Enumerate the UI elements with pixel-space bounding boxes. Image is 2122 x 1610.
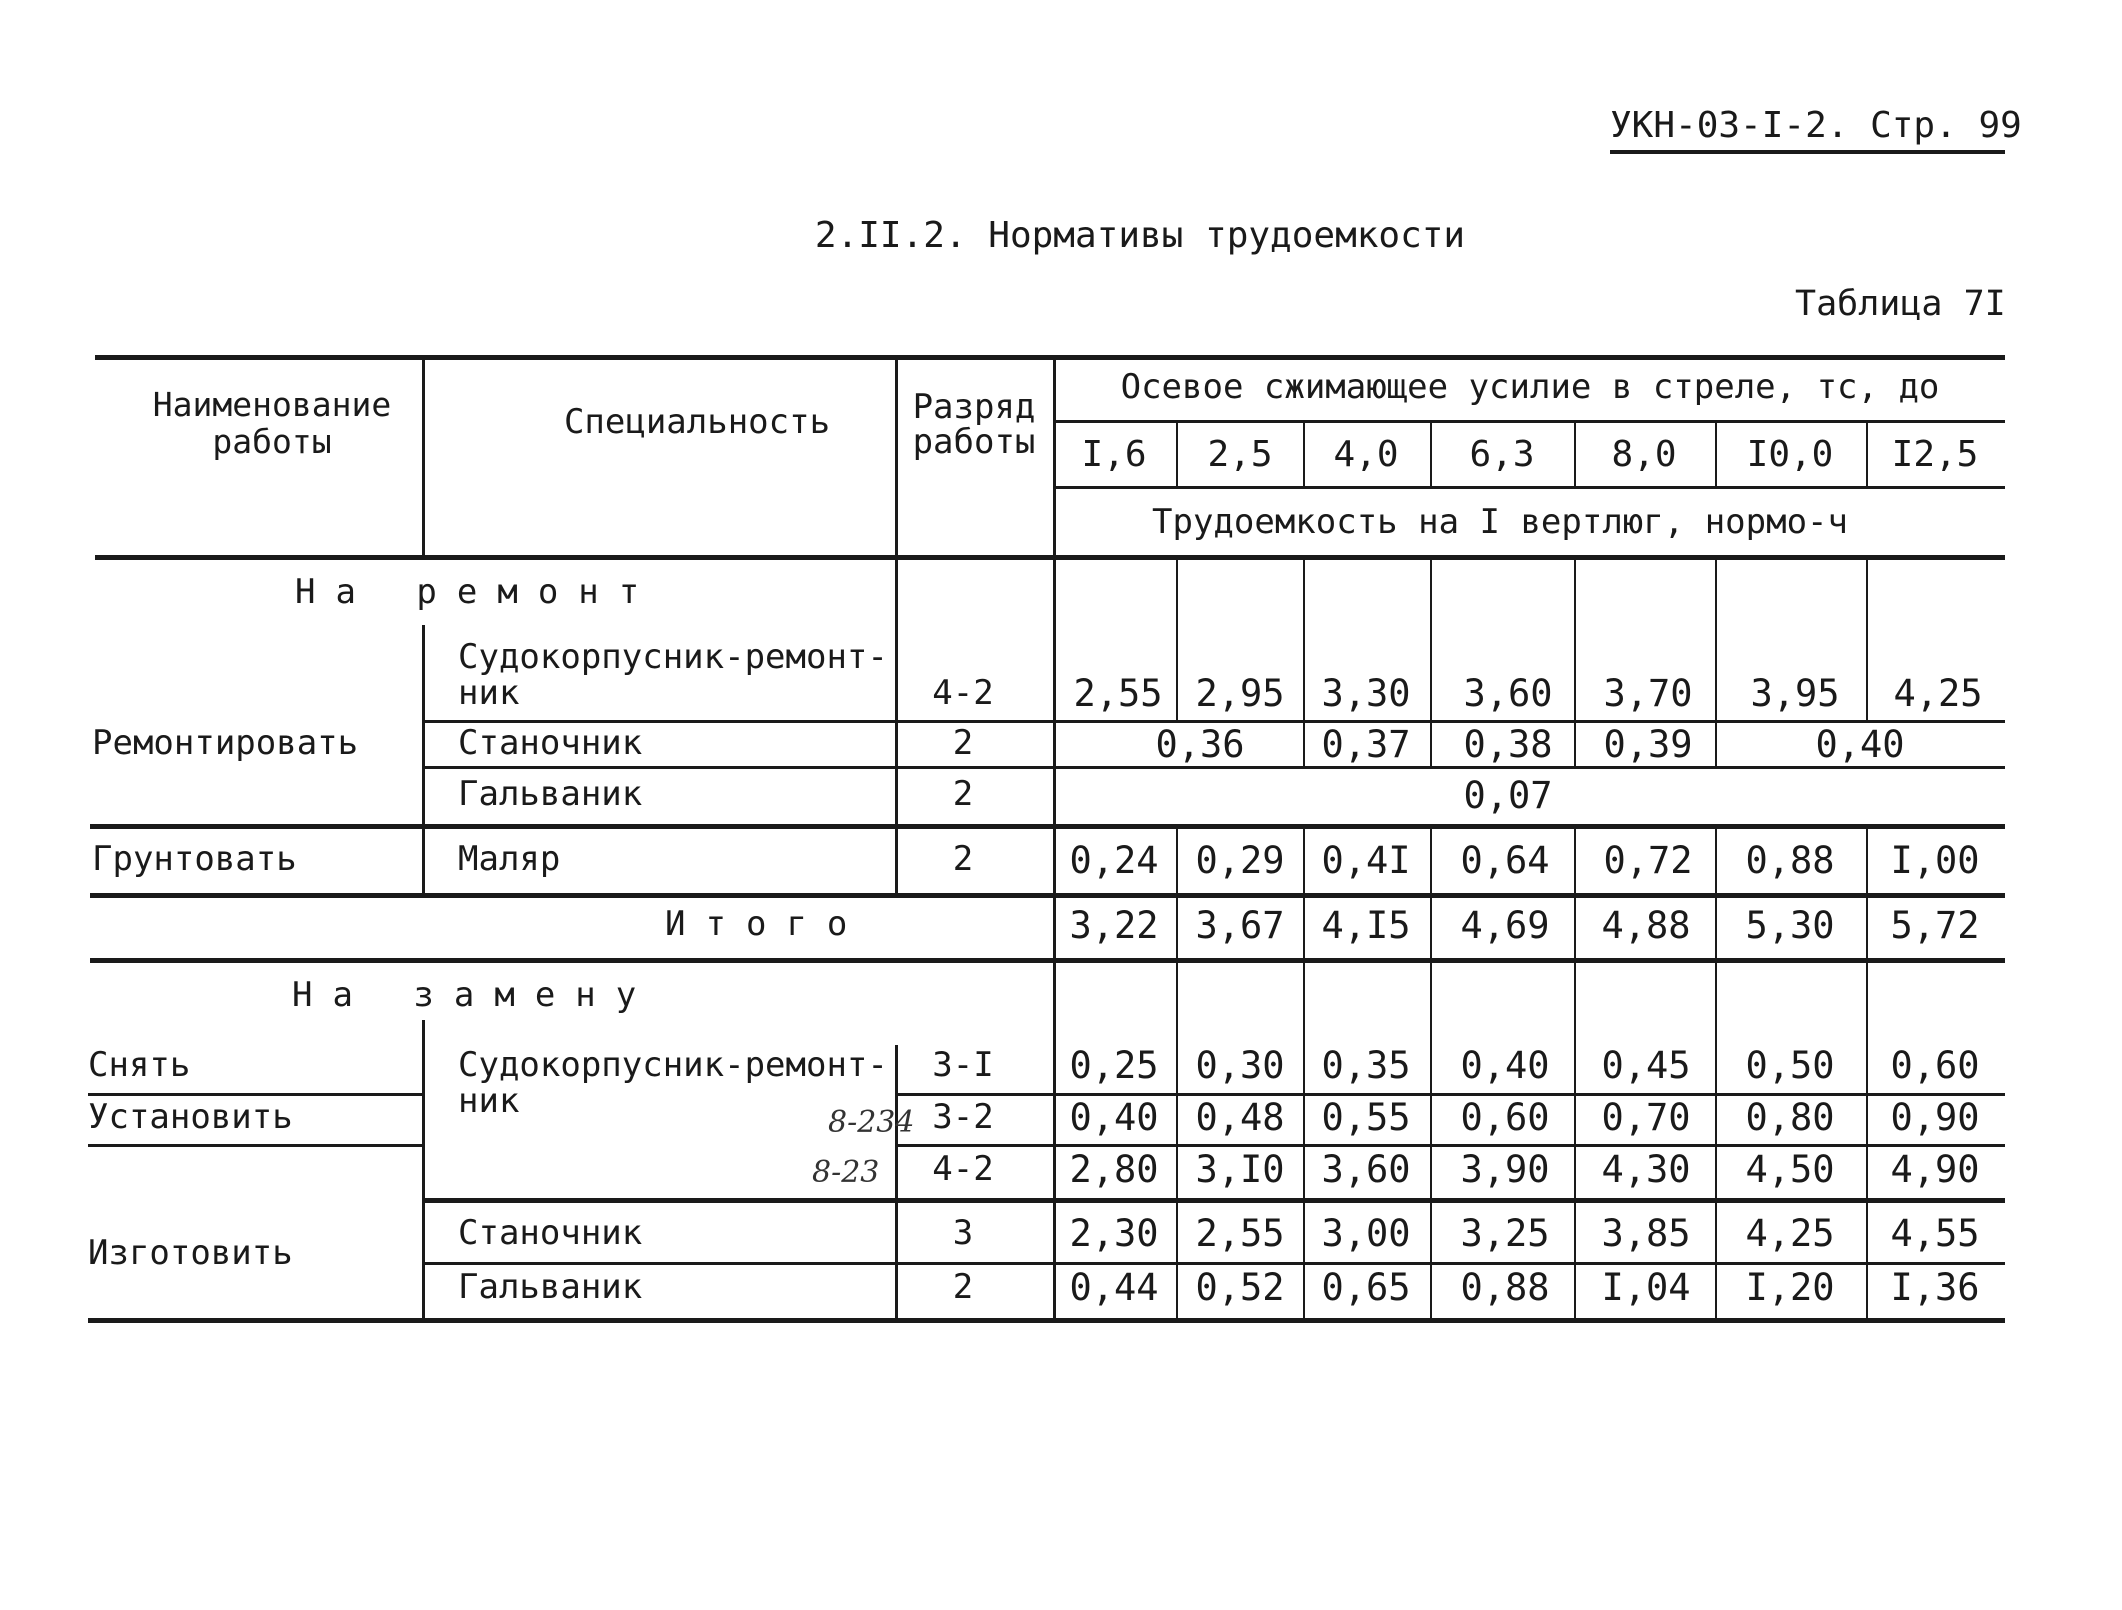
table-cell: 0,90 xyxy=(1890,1096,1980,1139)
table-cell: 2,80 xyxy=(1069,1148,1159,1191)
value-col-rule-2-c xyxy=(1176,958,1178,1318)
value-col-rule-6-c xyxy=(1715,958,1717,1318)
grade-col-rule-top xyxy=(895,355,898,555)
table-cell: 4,25 xyxy=(1745,1212,1835,1255)
table-cell: 0,50 xyxy=(1745,1044,1835,1087)
remove-values-rule xyxy=(895,1093,2005,1096)
table-cell-merged: 0,07 xyxy=(1463,774,1553,817)
force-value-header: 6,3 xyxy=(1469,434,1535,475)
table-cell: 4,30 xyxy=(1601,1148,1691,1191)
section-repair-title: На ремонт xyxy=(295,572,660,612)
force-value-header: 8,0 xyxy=(1611,434,1677,475)
value-col-rule-6-head xyxy=(1715,420,1717,486)
table-cell: 0,29 xyxy=(1195,839,1285,882)
repair-work-label: Ремонтировать xyxy=(92,723,359,763)
machinist-bottom-rule xyxy=(423,766,2005,769)
table-cell: 3,85 xyxy=(1601,1212,1691,1255)
table-cell: 0,65 xyxy=(1321,1266,1411,1309)
value-col-rule-4-c xyxy=(1430,958,1432,1318)
total-cell: 4,I5 xyxy=(1321,904,1411,947)
repair-block-rule xyxy=(90,824,2005,829)
table-cell: 3,70 xyxy=(1603,672,1693,715)
table-top-rule xyxy=(95,355,2005,360)
grade-col-rule-repair xyxy=(895,555,898,893)
table-cell: 4,25 xyxy=(1893,672,1983,715)
table-cell: 0,88 xyxy=(1745,839,1835,882)
table-cell: 0,64 xyxy=(1460,839,1550,882)
galvanizer-specialty: Гальваник xyxy=(458,774,643,814)
table-cell: 0,25 xyxy=(1069,1044,1159,1087)
remove-work-label: Снять xyxy=(88,1045,191,1085)
table-cell: 0,88 xyxy=(1460,1266,1550,1309)
value-col-rule-3-a xyxy=(1303,555,1305,766)
value-col-rule-5-head xyxy=(1574,420,1576,486)
table-cell: 4,90 xyxy=(1890,1148,1980,1191)
total-cell: 4,88 xyxy=(1601,904,1691,947)
table-cell: I,00 xyxy=(1890,839,1980,882)
value-col-rule-4-a xyxy=(1430,555,1432,766)
work-name-header-line1: Наименование xyxy=(152,385,392,424)
force-value-header: I2,5 xyxy=(1891,434,1979,475)
remove-row-rule xyxy=(88,1093,423,1096)
table-label: Таблица 7I xyxy=(1795,284,2006,324)
grade-value: 2 xyxy=(952,1267,974,1307)
grade-value: 2 xyxy=(952,774,974,814)
table-cell: 0,4I xyxy=(1321,839,1411,882)
force-value-header: 2,5 xyxy=(1207,434,1273,475)
total-cell: 4,69 xyxy=(1460,904,1550,947)
specialty-col-rule-top xyxy=(422,355,425,555)
value-col-rule-6-b xyxy=(1715,824,1717,958)
prime-bottom-rule xyxy=(90,893,2005,898)
grade-value: 3-I xyxy=(932,1045,994,1085)
table-cell: 4,55 xyxy=(1890,1212,1980,1255)
force-value-header: I,6 xyxy=(1081,434,1147,475)
table-cell: 2,95 xyxy=(1195,672,1285,715)
table-cell: I,20 xyxy=(1745,1266,1835,1309)
machinist-specialty: Станочник xyxy=(458,1213,643,1253)
table-cell: I,36 xyxy=(1890,1266,1980,1309)
force-value-header: 4,0 xyxy=(1333,434,1399,475)
section-replace-title: На замену xyxy=(292,975,657,1015)
values-col-rule-repair xyxy=(1053,555,1056,958)
table-cell: 0,40 xyxy=(1460,1044,1550,1087)
table-cell: 0,52 xyxy=(1195,1266,1285,1309)
galvanizer-specialty: Гальваник xyxy=(458,1267,643,1307)
value-col-rule-5-a xyxy=(1574,555,1576,766)
table-cell: 4,50 xyxy=(1745,1148,1835,1191)
table-cell: 2,30 xyxy=(1069,1212,1159,1255)
table-cell: 0,38 xyxy=(1463,723,1553,766)
total-cell: 5,72 xyxy=(1890,904,1980,947)
work-name-header-line2: работы xyxy=(212,422,332,461)
machinist-row-rule xyxy=(423,1262,2005,1265)
total-label: Итого xyxy=(665,904,868,944)
value-col-rule-5-c xyxy=(1574,958,1576,1318)
force-value-header: I0,0 xyxy=(1746,434,1834,475)
table-cell: 3,00 xyxy=(1321,1212,1411,1255)
table-cell: 0,40 xyxy=(1069,1096,1159,1139)
value-col-rule-7-c xyxy=(1866,958,1868,1318)
grade-value: 3 xyxy=(952,1213,974,1253)
table-cell-merged: 0,36 xyxy=(1155,723,1245,766)
table-cell: 3,60 xyxy=(1463,672,1553,715)
painter-specialty: Маляр xyxy=(458,839,561,879)
value-col-rule-7-head xyxy=(1866,420,1868,486)
table-cell: 0,60 xyxy=(1460,1096,1550,1139)
install-values-rule xyxy=(895,1144,2005,1147)
table-cell: 2,55 xyxy=(1073,672,1163,715)
table-cell: 0,35 xyxy=(1321,1044,1411,1087)
table-cell: 0,30 xyxy=(1195,1044,1285,1087)
page-reference-underline xyxy=(1610,150,2005,154)
table-cell: 0,39 xyxy=(1603,723,1693,766)
table-cell: 3,I0 xyxy=(1195,1148,1285,1191)
force-values-rule xyxy=(1053,486,2005,489)
grade-value: 3-2 xyxy=(932,1097,994,1137)
specialty-header: Специальность xyxy=(563,402,831,442)
value-col-rule-3-c xyxy=(1303,958,1305,1318)
value-col-rule-3-head xyxy=(1303,420,1305,486)
grade-value: 4-2 xyxy=(932,1149,994,1189)
table-bottom-rule xyxy=(88,1318,2005,1323)
table-cell: 0,44 xyxy=(1069,1266,1159,1309)
table-cell: 0,60 xyxy=(1890,1044,1980,1087)
value-col-rule-2-head xyxy=(1176,420,1178,486)
table-cell: 3,30 xyxy=(1321,672,1411,715)
table-cell: 0,80 xyxy=(1745,1096,1835,1139)
value-col-rule-7-b xyxy=(1866,824,1868,958)
grade-value: 2 xyxy=(952,839,974,879)
machinist-specialty: Станочник xyxy=(458,723,643,763)
value-col-rule-4-b xyxy=(1430,824,1432,958)
values-col-rule-replace xyxy=(1053,958,1056,1318)
value-col-rule-3-b xyxy=(1303,824,1305,958)
table-cell-merged: 0,40 xyxy=(1815,723,1905,766)
force-title-rule xyxy=(1053,420,2005,423)
handwritten-note: 8-234 xyxy=(828,1105,915,1140)
table-cell: 0,70 xyxy=(1601,1096,1691,1139)
table-cell: 0,72 xyxy=(1603,839,1693,882)
page-reference: УКН-03-I-2. Стр. 99 xyxy=(1610,105,2022,146)
grade-header-line1: Разряд xyxy=(912,387,1036,427)
specialty-col-rule-repair xyxy=(422,625,425,893)
section-title: 2.II.2. Нормативы трудоемкости xyxy=(814,215,1466,256)
specialty-col-rule-replace xyxy=(422,1020,425,1318)
header-bottom-rule xyxy=(95,555,2005,560)
grade-value: 4-2 xyxy=(932,673,994,713)
table-cell: I,04 xyxy=(1601,1266,1691,1309)
table-cell: 0,55 xyxy=(1321,1096,1411,1139)
values-col-rule-top xyxy=(1053,355,1056,555)
install-work-label: Установить xyxy=(88,1097,293,1137)
value-col-rule-6-a xyxy=(1715,555,1717,766)
table-cell: 0,37 xyxy=(1321,723,1411,766)
value-col-rule-7-a xyxy=(1866,555,1868,720)
total-cell: 5,30 xyxy=(1745,904,1835,947)
value-col-rule-4-head xyxy=(1430,420,1432,486)
total-bottom-rule xyxy=(90,958,2005,963)
value-col-rule-2-b xyxy=(1176,824,1178,958)
table-cell: 2,55 xyxy=(1195,1212,1285,1255)
shipwright-specialty-line1: Судокорпусник-ремонт- xyxy=(458,637,888,677)
value-col-rule-5-b xyxy=(1574,824,1576,958)
total-cell: 3,22 xyxy=(1069,904,1159,947)
grade-value: 2 xyxy=(952,723,974,763)
table-cell: 3,25 xyxy=(1460,1212,1550,1255)
table-cell: 0,48 xyxy=(1195,1096,1285,1139)
grade-header-line2: работы xyxy=(912,422,1036,462)
units-header: Трудоемкость на I вертлюг, нормо-ч xyxy=(1152,502,1848,542)
make-work-label: Изготовить xyxy=(88,1233,293,1273)
table-cell: 0,45 xyxy=(1601,1044,1691,1087)
table-cell: 3,90 xyxy=(1460,1148,1550,1191)
total-cell: 3,67 xyxy=(1195,904,1285,947)
table-cell: 3,60 xyxy=(1321,1148,1411,1191)
table-cell: 3,95 xyxy=(1750,672,1840,715)
table-cell: 0,24 xyxy=(1069,839,1159,882)
handwritten-note: 8-23 xyxy=(812,1155,880,1190)
install-row-rule xyxy=(88,1144,423,1147)
grade-col-rule-replace xyxy=(895,1045,898,1318)
shipwright-specialty-line2: ник xyxy=(458,1081,520,1121)
value-col-rule-2-a xyxy=(1176,555,1178,720)
prime-work-label: Грунтовать xyxy=(92,839,297,879)
replace-shipwright-rule xyxy=(423,1198,2005,1203)
force-header: Осевое сжимающее усилие в стреле, тс, до xyxy=(1120,367,1940,407)
shipwright-specialty-line2: ник xyxy=(458,673,520,713)
shipwright-specialty-line1: Судокорпусник-ремонт- xyxy=(458,1045,888,1085)
